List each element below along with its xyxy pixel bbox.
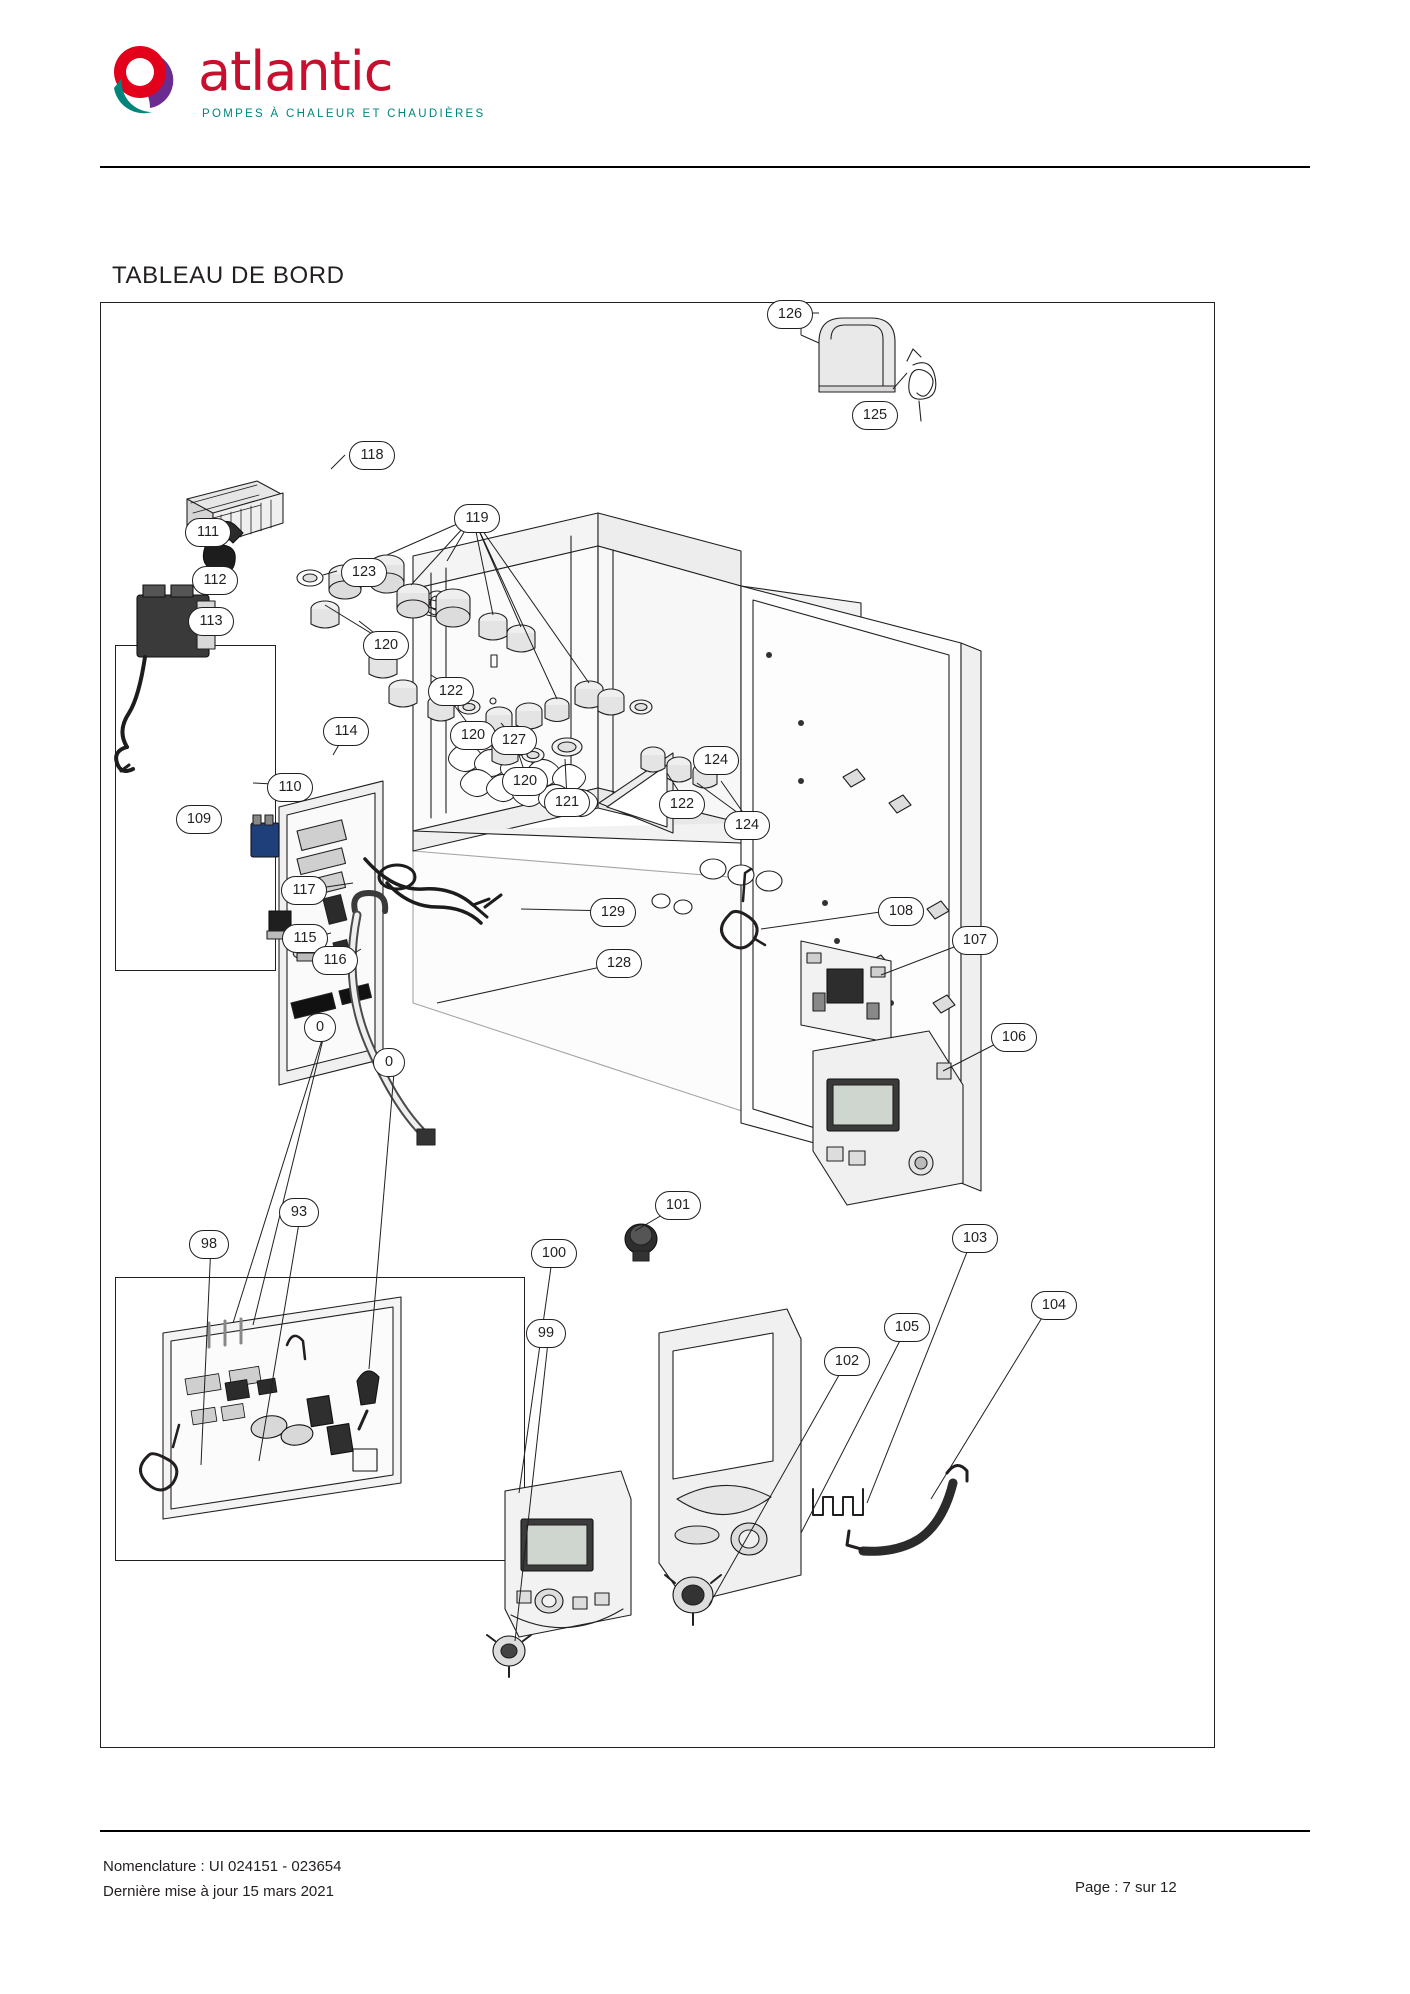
callout-108: 108 (878, 897, 924, 926)
callout-120-a: 120 (363, 631, 409, 660)
callout-109: 109 (176, 805, 222, 834)
callout-116: 116 (312, 946, 358, 975)
callout-117: 117 (281, 876, 327, 905)
callout-118: 118 (349, 441, 395, 470)
callout-111: 111 (185, 518, 231, 547)
nomenclature-text: Nomenclature : UI 024151 - 023654 (103, 1858, 342, 1875)
callout-101: 101 (655, 1191, 701, 1220)
callout-107: 107 (952, 926, 998, 955)
diagram-frame (100, 302, 1215, 1748)
callout-120-b: 120 (450, 721, 496, 750)
callout-98: 98 (189, 1230, 229, 1259)
callout-103: 103 (952, 1224, 998, 1253)
callout-121: 121 (544, 788, 590, 817)
callout-0-b: 0 (373, 1048, 405, 1077)
callout-124-b: 124 (724, 811, 770, 840)
callout-123: 123 (341, 558, 387, 587)
callout-122-a: 122 (428, 677, 474, 706)
footer-reference (103, 1854, 341, 1904)
atlantic-logo-icon (110, 44, 184, 116)
brand-logo (110, 38, 510, 128)
header-divider (100, 166, 1310, 168)
callout-128: 128 (596, 949, 642, 978)
callout-100: 100 (531, 1239, 577, 1268)
callout-124-a: 124 (693, 746, 739, 775)
callout-110: 110 (267, 773, 313, 802)
last-update-text: Dernière mise à jour 15 mars 2021 (103, 1883, 334, 1900)
callout-113: 113 (188, 607, 234, 636)
callout-112: 112 (192, 566, 238, 595)
callout-119: 119 (454, 504, 500, 533)
brand-tagline: POMPES À CHALEUR ET CHAUDIÈRES (202, 108, 486, 120)
callout-120-c: 120 (502, 767, 548, 796)
callout-115: 115 (282, 924, 328, 953)
footer-divider (100, 1830, 1310, 1832)
callout-0-a: 0 (304, 1013, 336, 1042)
callout-122-b: 122 (659, 790, 705, 819)
callout-93: 93 (279, 1198, 319, 1227)
brand-name: atlantic (198, 40, 393, 103)
callout-126: 126 (767, 300, 813, 329)
callout-105: 105 (884, 1313, 930, 1342)
callout-106: 106 (991, 1023, 1037, 1052)
page-number: Page : 7 sur 12 (1075, 1879, 1177, 1896)
callout-102: 102 (824, 1347, 870, 1376)
page-title: TABLEAU DE BORD (112, 262, 345, 289)
callout-99: 99 (526, 1319, 566, 1348)
callout-125: 125 (852, 401, 898, 430)
callout-127: 127 (491, 726, 537, 755)
leader-lines (101, 303, 1214, 1747)
callout-104: 104 (1031, 1291, 1077, 1320)
callout-114: 114 (323, 717, 369, 746)
callout-129: 129 (590, 898, 636, 927)
